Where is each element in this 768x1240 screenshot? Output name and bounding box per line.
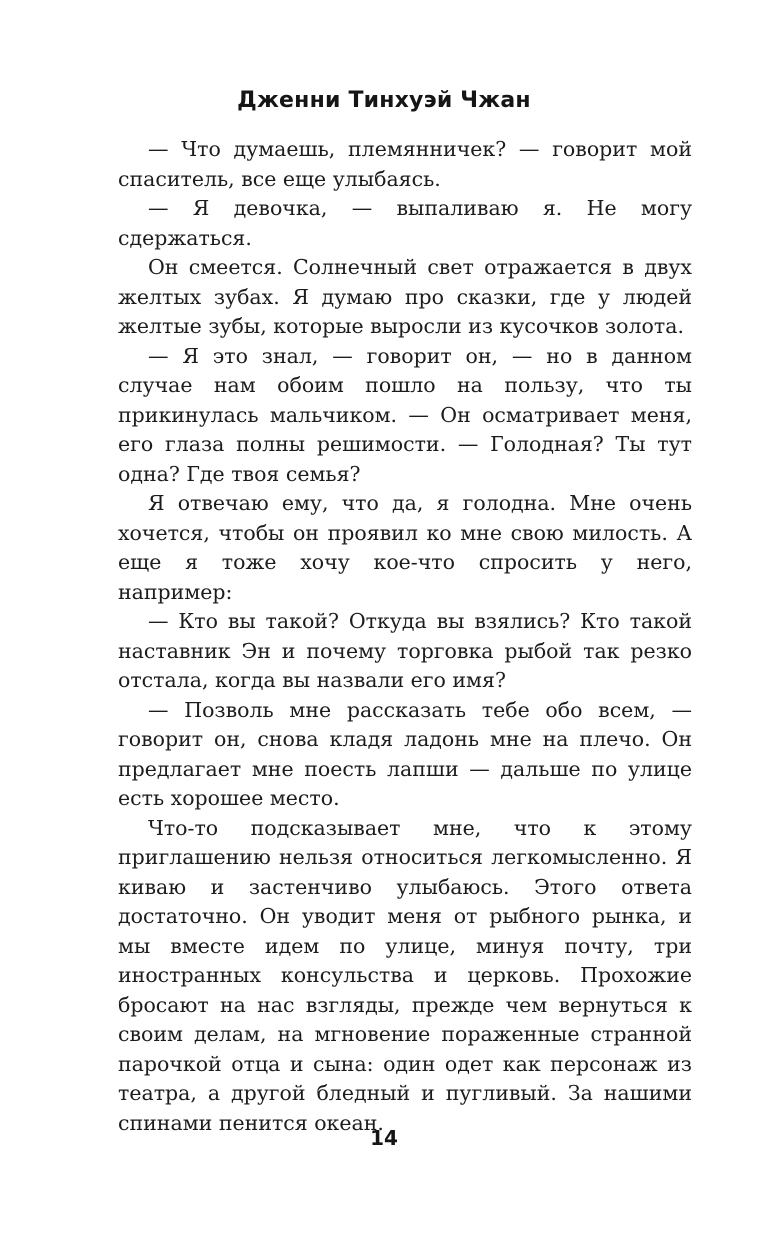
paragraph: — Кто вы такой? Откуда вы взялись? Кто такой наставник Эн и почему торговка рыбой так резко отстала, когда вы назвали его имя? bbox=[118, 609, 692, 692]
paragraph: — Я девочка, — выпаливаю я. Не могу сдержаться. bbox=[118, 196, 692, 250]
paragraph: — Позволь мне рассказать тебе обо всем, — говорит он, снова кладя ладонь мне на плечо. Он предлагает мне поесть лапши — дальше по улице есть хорошее место. bbox=[118, 697, 692, 810]
page-number: 14 bbox=[370, 1126, 398, 1150]
paragraph: Он смеется. Солнечный свет отражается в двух желтых зубах. Я думаю про сказки, где у людей желтые зубы, которые выросли из кусочков золота. bbox=[118, 255, 692, 338]
running-head-author: Дженни Тинхуэй Чжан bbox=[237, 88, 531, 113]
body-text bbox=[118, 135, 692, 1138]
paragraph: — Что думаешь, племянничек? — говорит мой спаситель, все еще улыбаясь. bbox=[118, 137, 692, 191]
paragraph: Что-то подсказывает мне, что к этому приглашению нельзя относиться легкомысленно. Я киваю и застенчиво улыбаюсь. Этого ответа достаточно. Он уводит меня от рыбного рынка, и мы вместе идем по улице, минуя почту, три иностранных консульства и церковь. Прохожие бросают на нас взгляды, прежде чем вернуться к своим делам, на мгновение пораженные странной парочкой отца и сына: один одет как персонаж из театра, а другой бледный и пугливый. За нашими спинами пенится океан. bbox=[118, 815, 692, 1135]
paragraph: — Я это знал, — говорит он, — но в данном случае нам обоим пошло на пользу, что ты прикинулась мальчиком. — Он осматривает меня, его глаза полны решимости. — Голодная? Ты тут одна? Где твоя семья? bbox=[118, 343, 692, 486]
paragraph: Я отвечаю ему, что да, я голодна. Мне очень хочется, чтобы он проявил ко мне свою милость. А еще я тоже хочу кое-что спросить у него, например: bbox=[118, 491, 692, 604]
